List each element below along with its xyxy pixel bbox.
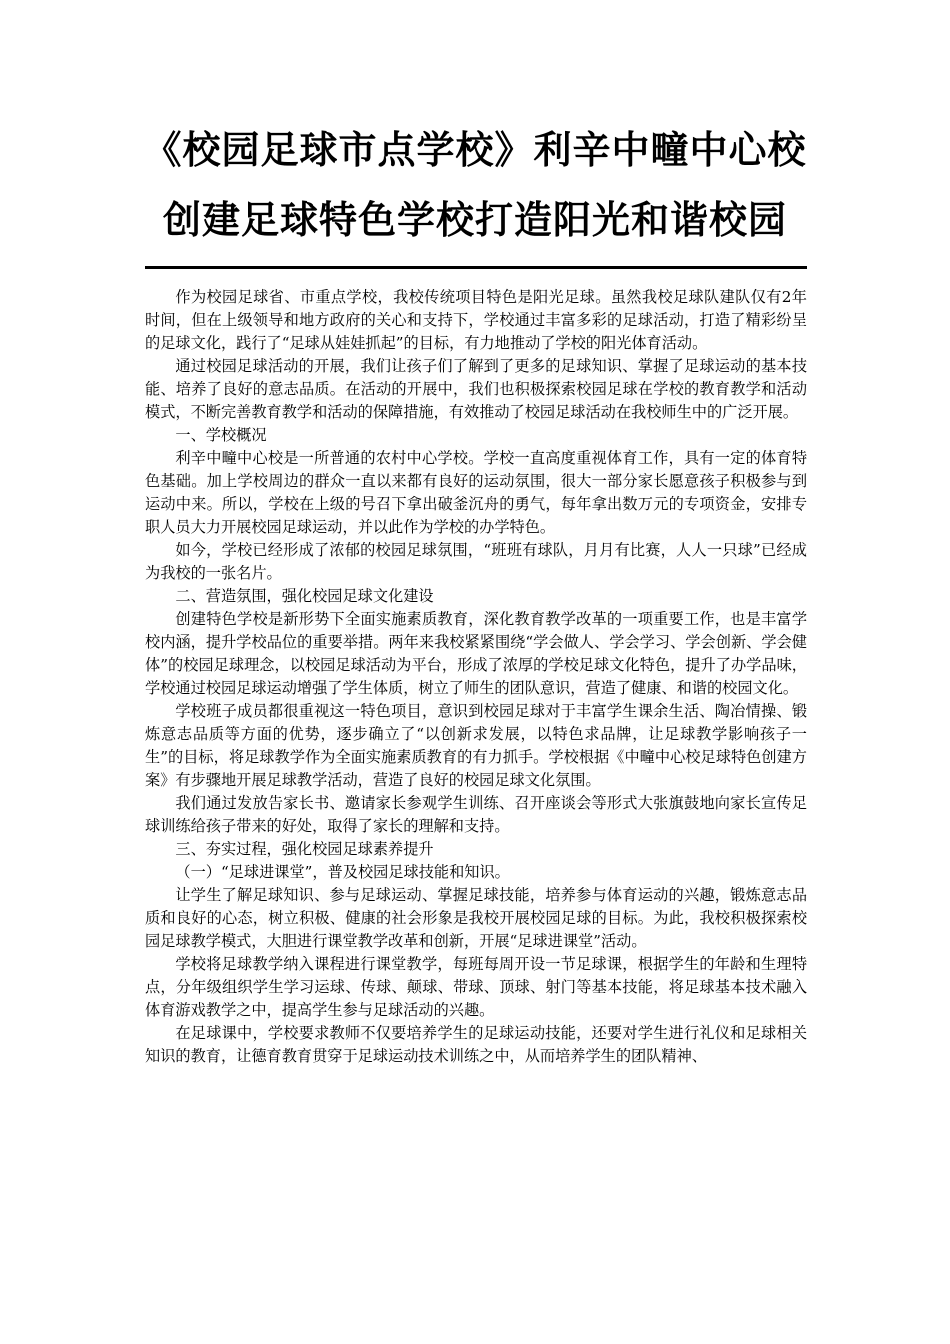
title-divider (145, 266, 807, 269)
paragraph-teaching: 在足球课中，学校要求教师不仅要培养学生的足球运动技能，还要对学生进行礼仪和足球相关知识的教育，让德育教育贯穿于足球运动技术训练之中，从而培养学生的团队精神、 (145, 1024, 807, 1065)
paragraph-atmosphere: 如今，学校已经形成了浓郁的校园足球氛围，“班班有球队，月月有比赛，人人一只球”已经成为我校的一张名片。 (145, 541, 807, 582)
section-heading-2: 二、营造氛围，强化校园足球文化建设 (175, 587, 434, 605)
subsection-heading-1: （一）“足球进课堂”，普及校园足球技能和知识。 (175, 863, 510, 881)
paragraph-curriculum: 学校将足球教学纳入课程进行课堂教学，每班每周开设一节足球课，根据学生的年龄和生理特点，分年级组织学生学习运球、传球、颠球、带球、顶球、射门等基本技能，将足球基本技术融入体育游戏教学之中，提高学生参与足球活动的兴趣。 (145, 955, 807, 1019)
paragraph-activities: 通过校园足球活动的开展，我们让孩子们了解到了更多的足球知识、掌握了足球运动的基本技能、培养了良好的意志品质。在活动的开展中，我们也积极探索校园足球在学校的教育教学和活动模式，不断完善教育教学和活动的保障措施，有效推动了校园足球活动在我校师生中的广泛开展。 (145, 357, 807, 421)
document-title-line-1: 《校园足球市点学校》利辛中疃中心校 (143, 128, 807, 172)
paragraph-school-overview: 利辛中疃中心校是一所普通的农村中心学校。学校一直高度重视体育工作，具有一定的体育特色基础。加上学校周边的群众一直以来都有良好的运动氛围，很大一部分家长愿意孩子积极参与到运动中来。所以，学校在上级的号召下拿出破釜沉舟的勇气，每年拿出数万元的专项资金，安排专职人员大力开展校园足球运动，并以此作为学校的办学特色。 (145, 449, 807, 536)
document-title-line-2: 创建足球特色学校打造阳光和谐校园 (162, 198, 787, 242)
section-heading-3: 三、夯实过程，强化校园足球素养提升 (175, 840, 434, 858)
document-body (145, 286, 807, 1068)
section-heading-1: 一、学校概况 (175, 426, 267, 444)
paragraph-goals: 让学生了解足球知识、参与足球运动、掌握足球技能，培养参与体育运动的兴趣，锻炼意志品质和良好的心态，树立积极、健康的社会形象是我校开展校园足球的目标。为此，我校积极探索校园足球教学模式，大胆进行课堂教学改革和创新，开展“足球进课堂”活动。 (145, 886, 807, 950)
paragraph-culture: 创建特色学校是新形势下全面实施素质教育，深化教育教学改革的一项重要工作，也是丰富学校内涵，提升学校品位的重要举措。两年来我校紧紧围绕“学会做人、学会学习、学会创新、学会健体”的校园足球理念，以校园足球活动为平台，形成了浓厚的学校足球文化特色，提升了办学品味，学校通过校园足球运动增强了学生体质，树立了师生的团队意识，营造了健康、和谐的校园文化。 (145, 610, 807, 697)
paragraph-leadership: 学校班子成员都很重视这一特色项目，意识到校园足球对于丰富学生课余生活、陶冶情操、锻炼意志品质等方面的优势，逐步确立了“以创新求发展，以特色求品牌，让足球教学影响孩子一生”的目标，将足球教学作为全面实施素质教育的有力抓手。学校根据《中疃中心校足球特色创建方案》有步骤地开展足球教学活动，营造了良好的校园足球文化氛围。 (145, 702, 807, 789)
paragraph-parents: 我们通过发放告家长书、邀请家长参观学生训练、召开座谈会等形式大张旗鼓地向家长宣传足球训练给孩子带来的好处，取得了家长的理解和支持。 (145, 794, 807, 835)
paragraph-intro: 作为校园足球省、市重点学校，我校传统项目特色是阳光足球。虽然我校足球队建队仅有2年时间，但在上级领导和地方政府的关心和支持下，学校通过丰富多彩的足球活动，打造了精彩纷呈的足球文化，践行了“足球从娃娃抓起”的目标，有力地推动了学校的阳光体育活动。 (145, 288, 807, 352)
